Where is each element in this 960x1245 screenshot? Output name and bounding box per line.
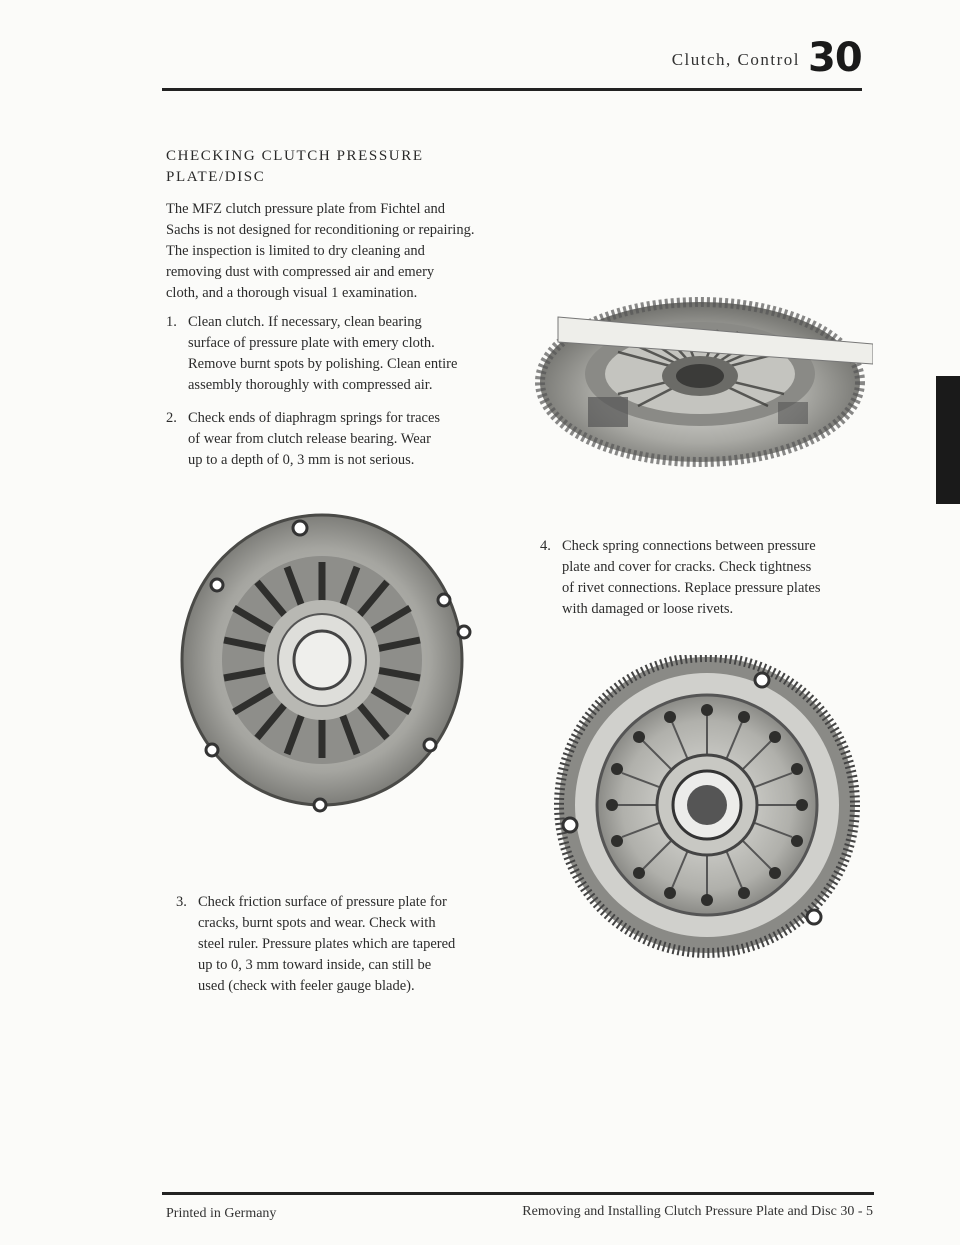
step-line: Check friction surface of pressure plate for — [198, 894, 447, 910]
footer-printed-in: Printed in Germany — [166, 1206, 277, 1221]
step-text — [562, 536, 821, 620]
footer-rule — [162, 1192, 874, 1195]
step-line: steel ruler. Pressure plates which are tapered — [198, 936, 456, 952]
header-rule — [162, 88, 862, 91]
photo-clutch-with-straightedge — [528, 282, 873, 467]
step-1 — [166, 312, 526, 402]
step-text — [188, 312, 457, 396]
footer-page-reference: Removing and Installing Clutch Pressure Plate and Disc 30 - 5 — [522, 1204, 873, 1219]
step-line: of rivet connections. Replace pressure plates — [562, 580, 821, 596]
section-title-line-2: PLATE/DISC — [166, 169, 266, 185]
step-line: up to 0, 3 mm toward inside, can still be — [198, 957, 432, 973]
step-line: up to a depth of 0, 3 mm is not serious. — [188, 452, 415, 468]
step-number: 3. — [176, 894, 187, 910]
step-text — [188, 408, 440, 471]
step-2 — [166, 408, 526, 478]
step-line: with damaged or loose rivets. — [562, 601, 734, 617]
step-number: 4. — [540, 538, 551, 554]
step-number: 2. — [166, 410, 177, 426]
step-line: of wear from clutch release bearing. Wear — [188, 431, 431, 447]
step-line: Check spring connections between pressure — [562, 538, 816, 554]
step-line: surface of pressure plate with emery cloth. — [188, 335, 435, 351]
intro-paragraph — [166, 199, 546, 304]
thumb-index-tab — [936, 376, 960, 504]
step-line: assembly thoroughly with compressed air. — [188, 377, 433, 393]
intro-line: Sachs is not designed for reconditioning or repairing. — [166, 222, 475, 238]
step-text — [198, 892, 455, 997]
step-number: 1. — [166, 314, 177, 330]
section-number: 30 — [808, 35, 862, 81]
step-line: cracks, burnt spots and wear. Check with — [198, 915, 436, 931]
section-title-line-1: CHECKING CLUTCH PRESSURE — [166, 148, 424, 164]
step-4 — [540, 536, 870, 626]
running-header-title: Clutch, Control — [671, 50, 800, 69]
step-line: plate and cover for cracks. Check tightness — [562, 559, 812, 575]
step-line: used (check with feeler gauge blade). — [198, 978, 415, 994]
intro-line: The MFZ clutch pressure plate from Fichtel and — [166, 201, 446, 217]
intro-line: The inspection is limited to dry cleaning and — [166, 243, 425, 259]
intro-line: cloth, and a thorough visual 1 examination. — [166, 285, 418, 301]
step-line: Remove burnt spots by polishing. Clean entire — [188, 356, 458, 372]
photo-pressure-plate — [172, 500, 492, 840]
step-3 — [176, 892, 516, 1002]
photo-clutch-rivets — [552, 655, 862, 960]
step-line: Check ends of diaphragm springs for traces — [188, 410, 441, 426]
intro-line: removing dust with compressed air and emery — [166, 264, 435, 280]
section-title — [166, 146, 506, 188]
step-line: Clean clutch. If necessary, clean bearing — [188, 314, 422, 330]
